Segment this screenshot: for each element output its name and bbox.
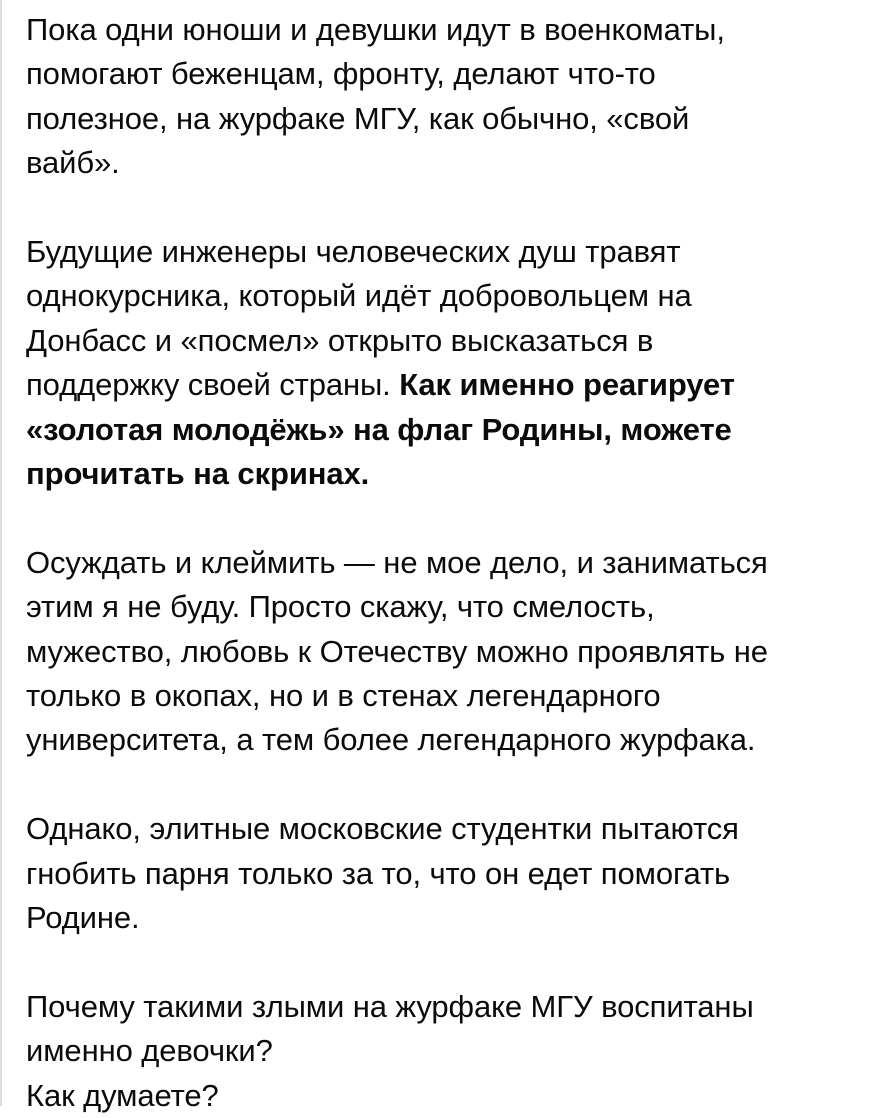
text-line: только в окопах, но и в стенах легендарного — [26, 678, 661, 714]
message-left-border — [0, 0, 2, 1106]
plain-text: поддержку своей страны. — [26, 367, 400, 403]
text-line: Донбасс и «посмел» открыто высказаться в — [26, 322, 654, 358]
paragraph-5 — [26, 985, 866, 1118]
bold-text: Как именно реагирует — [399, 367, 735, 403]
text-line: этим я не буду. Просто скажу, что смелость, — [26, 589, 655, 625]
text-line: вайб». — [26, 145, 120, 181]
text-line: полезное, на журфаке МГУ, как обычно, «свой — [26, 100, 690, 136]
text-line: Почему такими злыми на журфаке МГУ воспитаны — [26, 988, 754, 1024]
bold-text-line: «золотая молодёжь» на флаг Родины, можете — [26, 411, 732, 447]
bold-text-line: прочитать на скринах. — [26, 456, 370, 492]
text-line: однокурсника, который идёт добровольцем на — [26, 278, 692, 314]
text-line-mixed — [26, 363, 866, 407]
message-text — [26, 8, 866, 1118]
paragraph-3 — [26, 541, 866, 763]
paragraph-2 — [26, 230, 866, 496]
text-line: Пока одни юноши и девушки идут в военкоматы, — [26, 12, 725, 47]
text-line: Будущие инженеры человеческих душ травят — [26, 234, 681, 270]
text-line: помогают беженцам, фронту, делают что-то — [26, 56, 656, 92]
text-line: гнобить парня только за то, что он едет помогать — [26, 855, 731, 891]
paragraph-1 — [26, 8, 866, 186]
text-line: Однако, элитные московские студентки пытаются — [26, 811, 739, 847]
text-line: университета, а тем более легендарного журфака. — [26, 722, 756, 758]
text-line: Родине. — [26, 900, 140, 936]
text-line: мужество, любовь к Отечеству можно проявлять не — [26, 633, 768, 669]
text-line: именно девочки? — [26, 1033, 273, 1069]
paragraph-4 — [26, 807, 866, 940]
text-line: Как думаете? — [26, 1077, 219, 1113]
text-line: Осуждать и клеймить — не мое дело, и заниматься — [26, 544, 768, 580]
